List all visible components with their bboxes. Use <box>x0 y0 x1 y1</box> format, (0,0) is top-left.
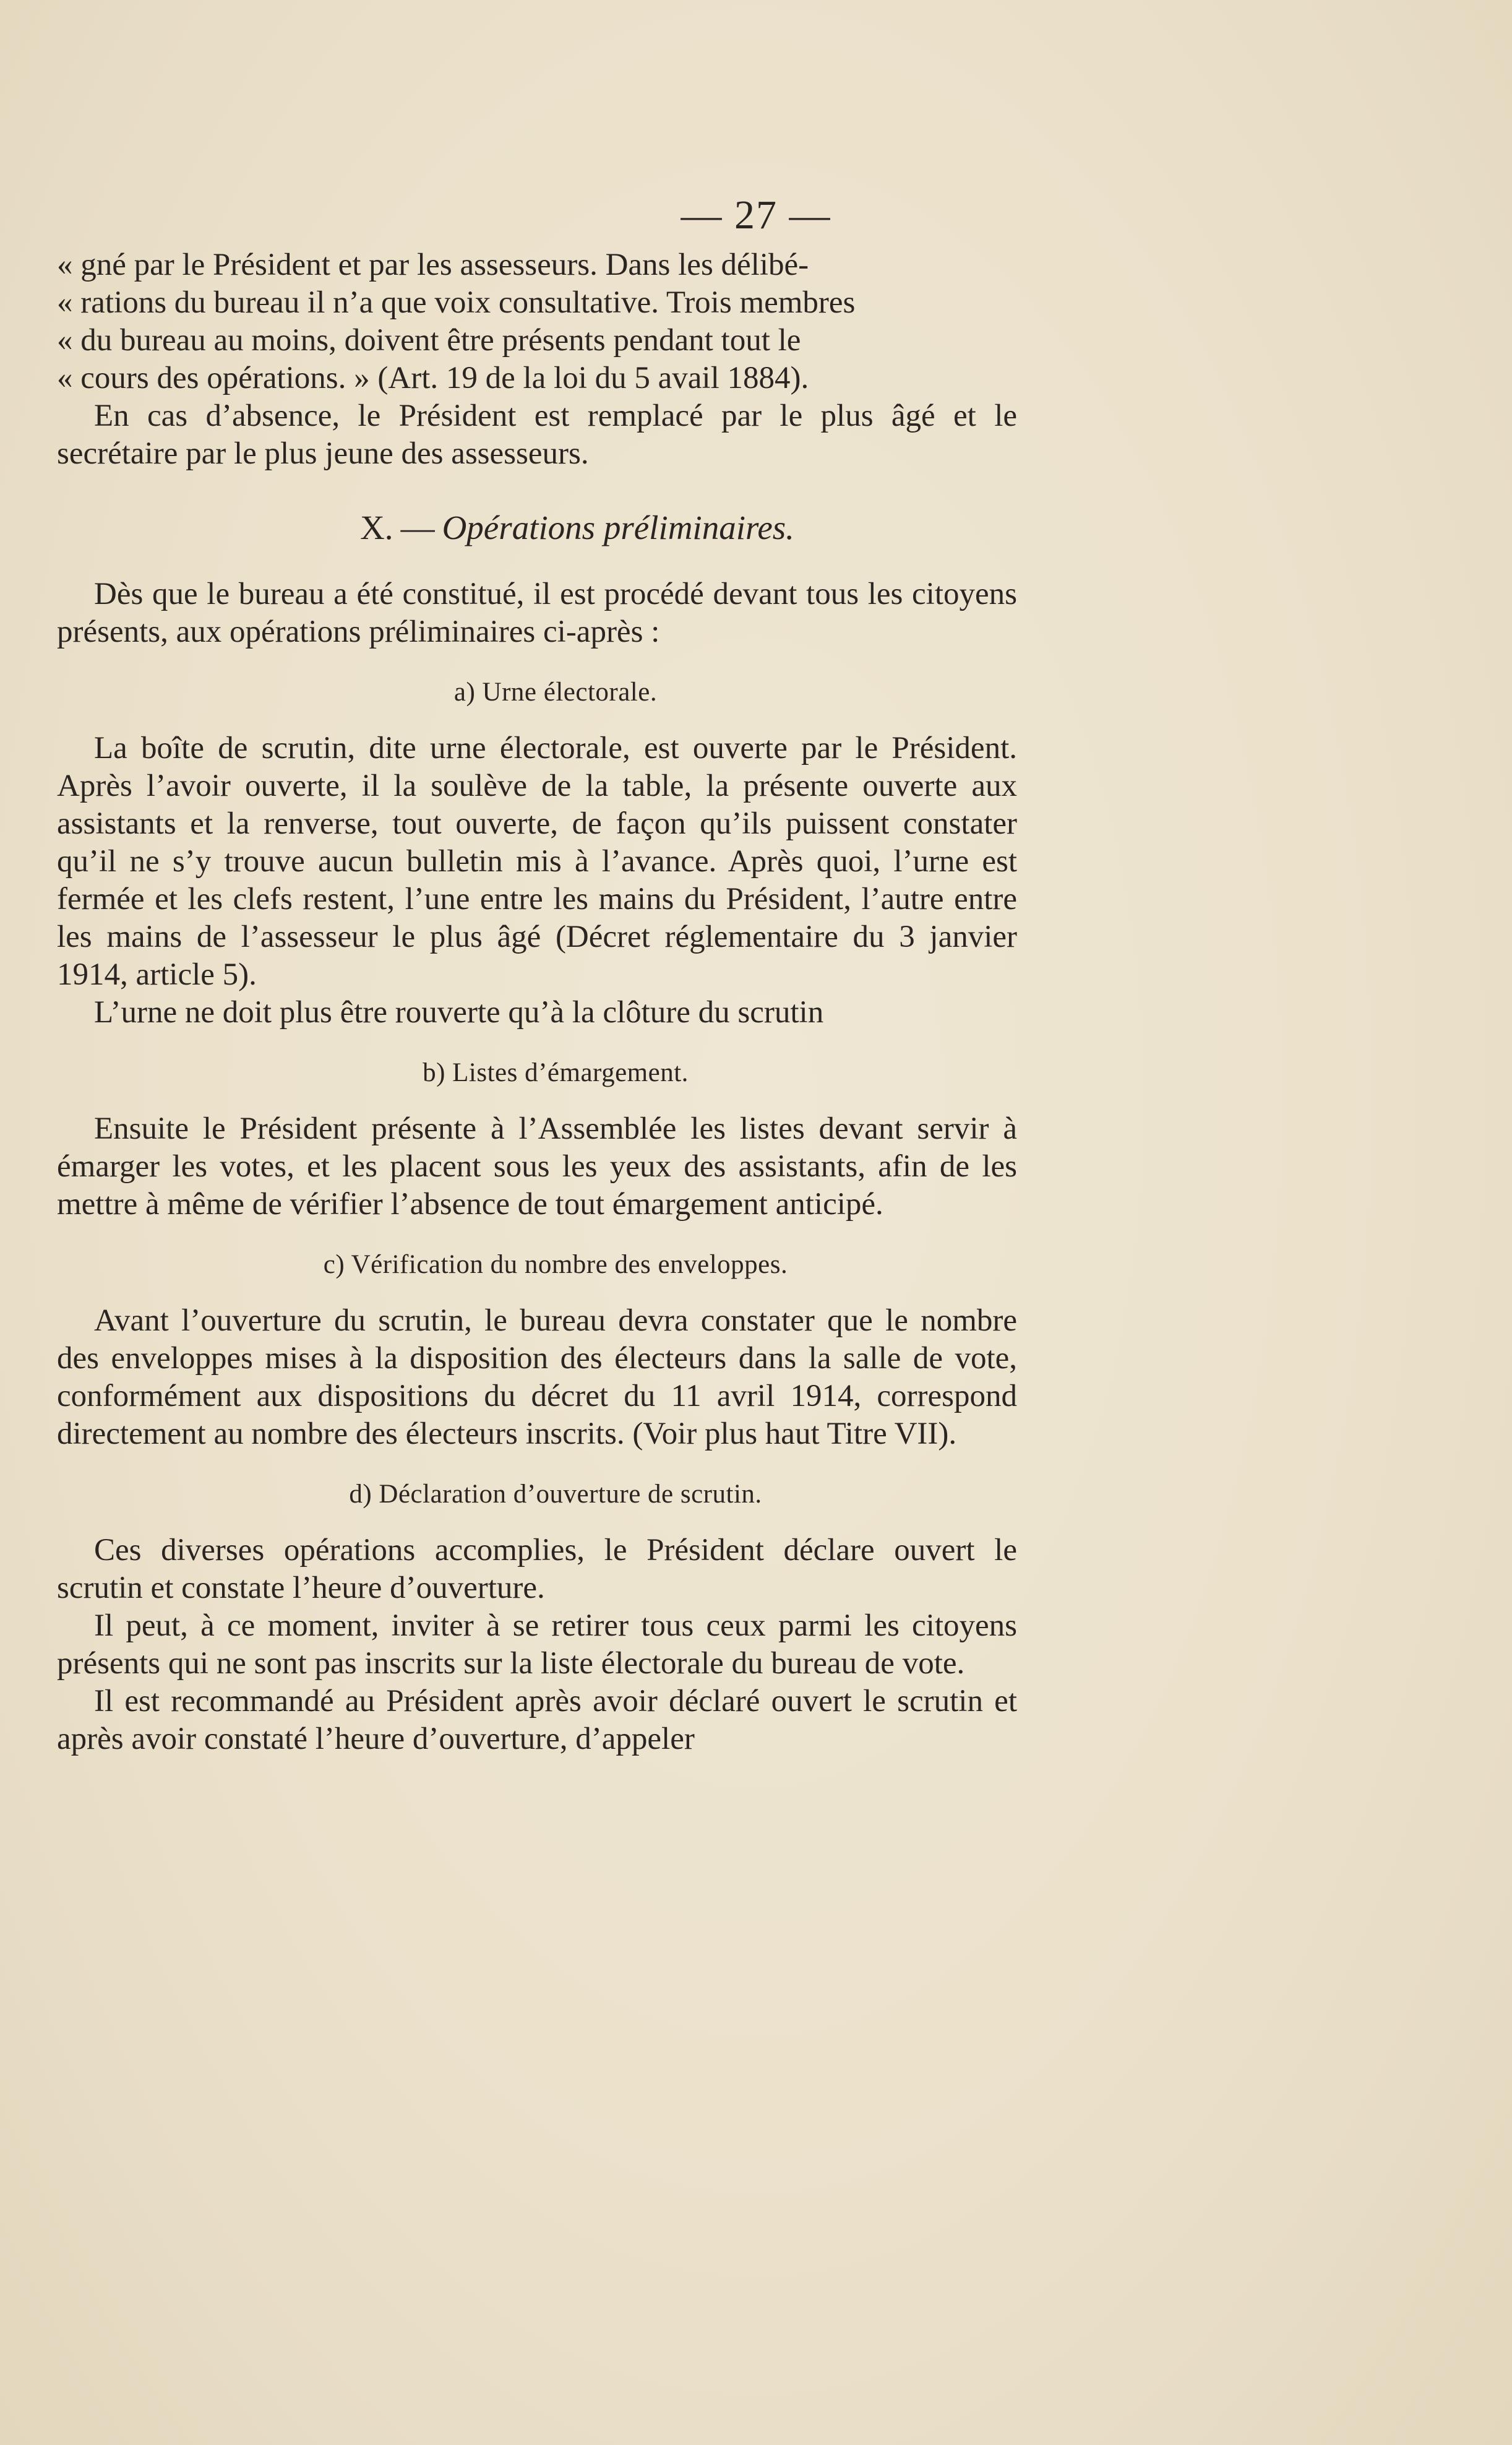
section-heading <box>57 509 1017 546</box>
paragraph-declaration: Ces diverses opérations accomplies, le Président déclare ouvert le scrutin et constate l’heure d’ouverture. <box>57 1533 1017 1605</box>
subheading-d: d) Déclaration d’ouverture de scrutin. <box>349 1480 762 1509</box>
quoted-line-3: « du bureau au moins, doivent être présents pendant tout le <box>57 323 801 358</box>
paragraph-listes: Ensuite le Président présente à l’Assemblée les listes devant servir à émarger les votes, et les placent sous les yeux des assistants, afin de les mettre à même de vérifier l’absence de tout émargement anticipé. <box>57 1111 1017 1222</box>
quoted-line-1: « gné par le Président et par les assesseurs. Dans les délibé- <box>57 248 809 282</box>
paragraph-intro: Dès que le bureau a été constitué, il est procédé devant tous les citoyens présents, aux opérations préliminaires ci-après : <box>57 577 1017 649</box>
paragraph-urne: La boîte de scrutin, dite urne électorale, est ouverte par le Président. Après l’avoir ouverte, il la soulève de la table, la présente ouverte aux assistants et la renverse, tout ouverte, de façon qu’ils puissent constater qu’il ne s’y trouve aucun bulletin mis à l’avance. Après quoi, l’urne est fermée et les clefs restent, l’une entre les mains du Président, l’autre entre les mains de l’assesseur le plus âgé (Décret réglementaire du 3 janvier 1914, article 5). <box>57 731 1017 992</box>
section-number: X. <box>360 509 393 546</box>
paragraph-enveloppes: Avant l’ouverture du scrutin, le bureau devra constater que le nombre des enveloppes mises à la disposition des électeurs dans la salle de vote, conformément aux dispositions du décret du 11 avril 1914, correspond directement au nombre des électeurs inscrits. (Voir plus haut Titre VII). <box>57 1303 1017 1451</box>
subheading-b: b) Listes d’émargement. <box>423 1058 689 1087</box>
quoted-line-4: « cours des opérations. » (Art. 19 de la loi du 5 avail 1884). <box>57 361 809 395</box>
paragraph-recommande: Il est recommandé au Président après avoir déclaré ouvert le scrutin et après avoir constaté l’heure d’ouverture, d’appeler <box>57 1684 1017 1756</box>
page-body <box>57 246 1017 1758</box>
paragraph-retirer: Il peut, à ce moment, inviter à se retirer tous ceux parmi les citoyens présents qui ne sont pas inscrits sur la liste électorale du bureau de vote. <box>57 1608 1017 1681</box>
subheading-c: c) Vérification du nombre des enveloppes. <box>323 1250 788 1279</box>
quoted-line-2: « rations du bureau il n’a que voix consultative. Trois membres <box>57 285 856 320</box>
page-number: — 27 — <box>681 192 831 238</box>
paragraph-absence: En cas d’absence, le Président est remplacé par le plus âgé et le secrétaire par le plus jeune des assesseurs. <box>57 399 1017 471</box>
section-dash: — <box>400 509 435 546</box>
section-title: Opérations préliminaires. <box>442 509 794 546</box>
subheading-a: a) Urne électorale. <box>453 678 658 707</box>
paragraph-urne-closure: L’urne ne doit plus être rouverte qu’à la clôture du scrutin <box>94 995 824 1030</box>
